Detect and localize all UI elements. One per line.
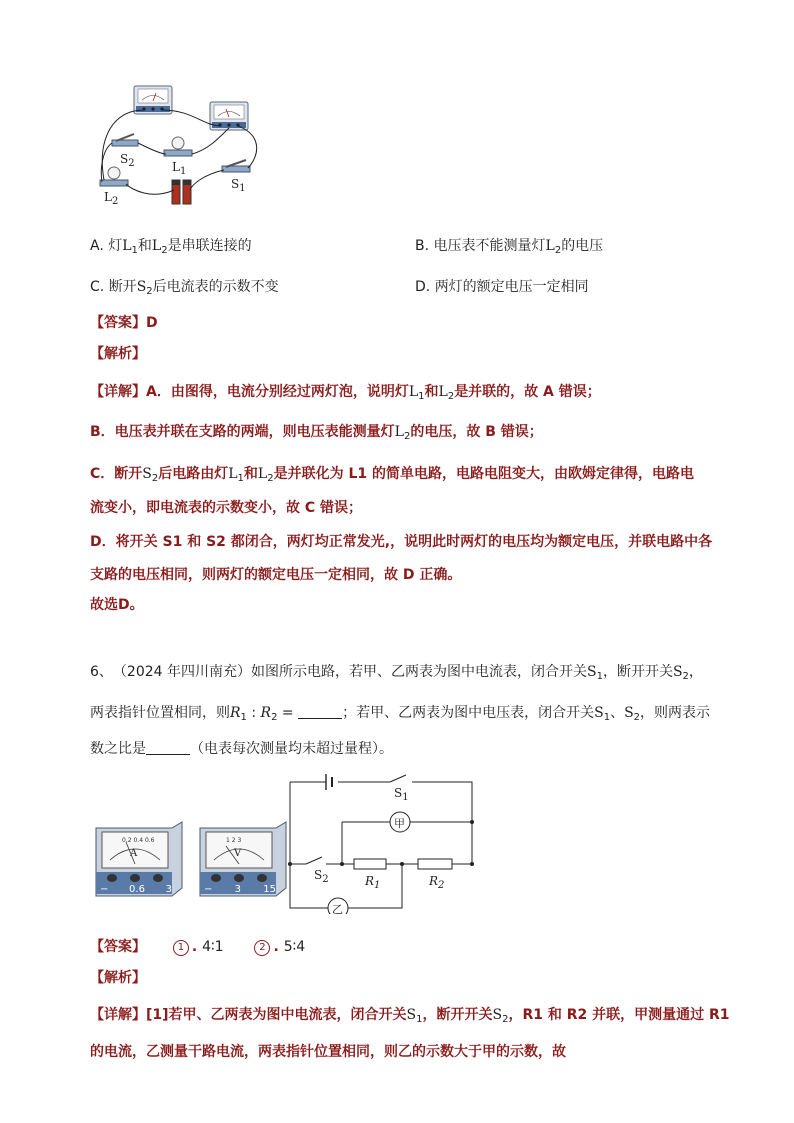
voltmeter-terminal-neg: − [204, 884, 213, 895]
q5-answer: 【答案】D [90, 315, 158, 331]
q5-detail-b-l2: L [394, 424, 404, 440]
ammeter-terminal-06: 0.6 [129, 884, 145, 895]
fig1-label-l2 [104, 190, 118, 207]
q5-option-a-l2: L [151, 238, 162, 254]
q6-stem-line2-mid: ；若甲、乙两表为图中电压表，闭合开关 [342, 705, 595, 721]
q5-detail-c1-s2: S [142, 466, 152, 482]
q5-detail-choose: 故选D。 [90, 597, 144, 613]
q5-analysis-label: 【解析】 [90, 346, 146, 362]
q5-detail-a-l2: L [438, 384, 448, 400]
voltmeter-terminal-15: 15 [263, 884, 276, 895]
schematic-r1-sub: 1 [374, 880, 381, 891]
schematic-label-r1 [365, 874, 380, 891]
q6-stem-line2-sep: 、 [610, 705, 625, 721]
schematic-r2-text: R [429, 874, 439, 888]
q6-analysis-label: 【解析】 [90, 970, 146, 986]
ammeter-terminal-labels [100, 884, 172, 895]
q6-stem-r1-sub: 1 [240, 712, 247, 723]
ammeter-scale-2: 0.6 [144, 837, 155, 844]
q6-answer-value-1: 4∶1 [202, 939, 224, 955]
q6-stem-line2-s1-sub: 1 [603, 712, 611, 723]
q6-stem-line3-text: 数之比是 [90, 741, 146, 757]
q5-detail-c1-text: C．断开 [90, 466, 143, 482]
voltmeter-figure [196, 820, 288, 898]
switch-s1-device [222, 160, 250, 172]
q5-detail-c1 [90, 463, 694, 484]
schematic-s1-sub: 1 [402, 792, 409, 803]
ammeter-scale-0: 0.2 [122, 837, 132, 844]
q5-detail-a-tail: 是并联的，故 A 错误； [454, 384, 601, 400]
q6-stem-line1 [90, 661, 703, 682]
ammeter-terminal-3: 3 [165, 884, 172, 895]
q6-detail-s1: S [406, 1007, 417, 1023]
schematic-s2-sub: 2 [322, 874, 329, 885]
q5-option-b-l2-sub: 2 [554, 245, 562, 256]
q5-detail-c1-l1-sub: 1 [237, 473, 244, 484]
q5-option-c-text: 断开 [108, 279, 137, 295]
voltmeter-terminal-3: 3 [234, 884, 242, 895]
q6-answer-label: 【答案】 [90, 939, 146, 955]
q5-option-a-l2-sub: 2 [161, 245, 168, 256]
schematic-label-yi: 乙 [332, 903, 343, 916]
schematic-r2-sub: 2 [438, 880, 445, 891]
q6-stem-r1: R [230, 705, 241, 721]
q6-detail-line1 [90, 1004, 730, 1025]
voltmeter-scale-2: 3 [237, 837, 242, 844]
q6-stem-line2-tail: ，则两表示 [640, 705, 711, 721]
bulb-l1-device [164, 137, 192, 156]
q6-stem-line3 [90, 738, 393, 758]
q6-detail-line1-text: 【详解】[1]若甲、乙两表为图中电流表，闭合开关 [90, 1007, 407, 1023]
fig1-label-s2-sub: 2 [128, 158, 135, 169]
circuit-schematic [286, 772, 478, 914]
q5-option-d-letter: D. [415, 279, 431, 295]
q6-blank-2[interactable] [146, 740, 190, 755]
schematic-r1-text: R [365, 874, 375, 888]
voltmeter-scale-0: 1 [226, 837, 230, 844]
q6-detail-line1-tail: ，R1 和 R2 并联，甲测量通过 R1 [508, 1007, 730, 1023]
q5-option-a-tail: 是串联连接的 [167, 238, 252, 254]
q6-detail-s1-sub: 1 [416, 1014, 423, 1025]
q6-stem-line2-s2-sub: 2 [633, 712, 641, 723]
voltmeter-terminal-labels [204, 884, 276, 895]
schematic-label-r2 [429, 874, 444, 891]
schematic-label-s1 [394, 786, 409, 803]
q6-stem-line1-mid: ，断开开关 [602, 664, 673, 680]
q6-stem-line2-text: 两表指针位置相同，则 [90, 705, 230, 721]
q6-stem-line2 [90, 702, 710, 723]
bulb-l2-device [100, 167, 128, 186]
q6-detail-line1-mid: ，断开开关 [422, 1007, 493, 1023]
fig1-label-l2-sub: 2 [111, 196, 119, 207]
q6-stem-line1-tail: ， [688, 664, 703, 680]
ammeter-unit: A [130, 848, 138, 859]
q6-answer: 【答案】 1 . 4∶1 2 . 5∶4 [90, 939, 306, 955]
q5-option-c-letter: C. [90, 279, 105, 295]
q5-option-a-l1: L [122, 238, 132, 254]
q6-answer-value-2: 5∶4 [283, 939, 306, 955]
q5-detail-c1-mid: 后电路由灯 [158, 466, 229, 482]
fig1-label-s2 [120, 152, 135, 169]
q5-detail-c1-s2-sub: 2 [151, 473, 159, 484]
q5-detail-c1-l2: L [257, 466, 268, 482]
q6-stem-s1: S [586, 664, 597, 680]
q5-detail-a-and: 和 [424, 384, 439, 400]
q6-stem-s2-sub: 2 [682, 671, 689, 682]
voltmeter-unit: V [234, 848, 242, 859]
q6-stem-line3-tail: （电表每次测量均未超过量程）。 [190, 741, 393, 757]
q5-option-a-letter: A. [90, 238, 104, 254]
q5-detail-b [90, 421, 543, 442]
q5-option-c-s2-sub: 2 [146, 286, 153, 297]
q6-blank-1[interactable] [298, 704, 342, 719]
q5-option-b-l2: L [545, 238, 555, 254]
fig1-label-s1 [231, 177, 246, 194]
schematic-label-jia: 甲 [394, 817, 405, 830]
fig1-label-l1-text: L [172, 160, 180, 174]
schematic-s1-text: S [394, 786, 403, 800]
q5-option-a-l1-sub: 1 [131, 245, 138, 256]
q5-detail-c2: 流变小，即电流表的示数变小，故 C 错误； [90, 500, 363, 516]
q6-detail-s2: S [492, 1007, 503, 1023]
q5-option-b-text: 电压表不能测量灯 [433, 238, 546, 254]
q5-detail-a-l2-sub: 2 [447, 391, 455, 402]
q5-detail-c1-tail: 是并联化为 L1 的简单电路，电路电阻变大，由欧姆定律得，电路电 [273, 466, 695, 482]
q5-option-c-tail: 后电流表的示数不变 [152, 279, 279, 295]
q6-answer-index-1: 1 [173, 940, 189, 956]
q6-detail-line2: 的电流，乙测量干路电流，两表指针位置相同，则乙的示数大于甲的示数，故 [90, 1044, 566, 1060]
q5-detail-b-tail: 的电压，故 B 错误； [410, 424, 543, 440]
q5-option-c [90, 276, 279, 297]
fig1-label-s2-text: S [120, 152, 129, 166]
ammeter-scale [122, 837, 154, 844]
battery-device [172, 180, 191, 204]
q6-stem-s2: S [672, 664, 683, 680]
q5-option-b-letter: B. [415, 238, 430, 254]
schematic-s2-text: S [314, 868, 323, 882]
q5-detail-d1: D．将开关 S1 和 S2 都闭合，两灯均正常发光,，说明此时两灯的电压均为额定电压，并联电路中各 [90, 534, 713, 550]
q6-stem-line2-s1: S [594, 705, 604, 721]
q6-stem-r2: R [260, 705, 272, 721]
q6-stem-s1-sub: 1 [596, 671, 603, 682]
q6-stem-colon: : [246, 705, 261, 721]
fig1-label-l2-text: L [104, 190, 112, 204]
q5-option-a [90, 235, 252, 256]
q5-option-d [415, 276, 589, 296]
q5-option-b [415, 235, 603, 256]
schematic-label-s2 [314, 868, 329, 885]
voltmeter-scale [226, 837, 241, 844]
q5-option-a-text: 灯 [108, 238, 123, 254]
fig1-label-l1 [172, 160, 186, 177]
fig1-label-l1-sub: 1 [179, 166, 187, 177]
q5-option-d-text: 两灯的额定电压一定相同 [434, 279, 589, 295]
switch-s2-device [112, 134, 138, 146]
q6-stem-eq: = [277, 705, 299, 721]
q6-stem-r2-sub: 2 [271, 712, 278, 723]
q6-stem-line2-s2: S [624, 705, 634, 721]
q6-detail-s2-sub: 2 [502, 1014, 509, 1025]
q5-detail-a-l1: L [408, 384, 419, 400]
q5-option-c-s2: S [136, 279, 147, 295]
voltmeter-scale-1: 2 [231, 837, 236, 844]
q5-detail-a [90, 381, 601, 402]
q5-detail-a-text: 【详解】A．由图得，电流分别经过两灯泡，说明灯 [90, 384, 409, 400]
ammeter-figure [92, 820, 184, 898]
q6-answer-index-2: 2 [254, 940, 270, 956]
q5-detail-b-l2-sub: 2 [403, 431, 411, 442]
ammeter-terminal-neg: − [100, 884, 109, 895]
q5-detail-a-l1-sub: 1 [418, 391, 425, 402]
q5-option-a-and: 和 [137, 238, 152, 254]
q5-detail-c1-and: 和 [243, 466, 258, 482]
q5-detail-c1-l1: L [228, 466, 238, 482]
q5-option-b-tail: 的电压 [561, 238, 604, 254]
ammeter-scale-1: 0.4 [133, 837, 144, 844]
q6-stem-line1-text: 6、 （2024 年四川南充）如图所示电路，若甲、乙两表为图中电流表，闭合开关 [90, 664, 587, 680]
q5-detail-b-text: B．电压表并联在支路的两端，则电压表能测量灯 [90, 424, 395, 440]
q5-detail-c1-l2-sub: 2 [267, 473, 274, 484]
q5-detail-d2: 支路的电压相同，则两灯的额定电压一定相同，故 D 正确。 [90, 567, 462, 583]
fig1-label-s1-sub: 1 [239, 183, 246, 194]
fig1-label-s1-text: S [231, 177, 240, 191]
